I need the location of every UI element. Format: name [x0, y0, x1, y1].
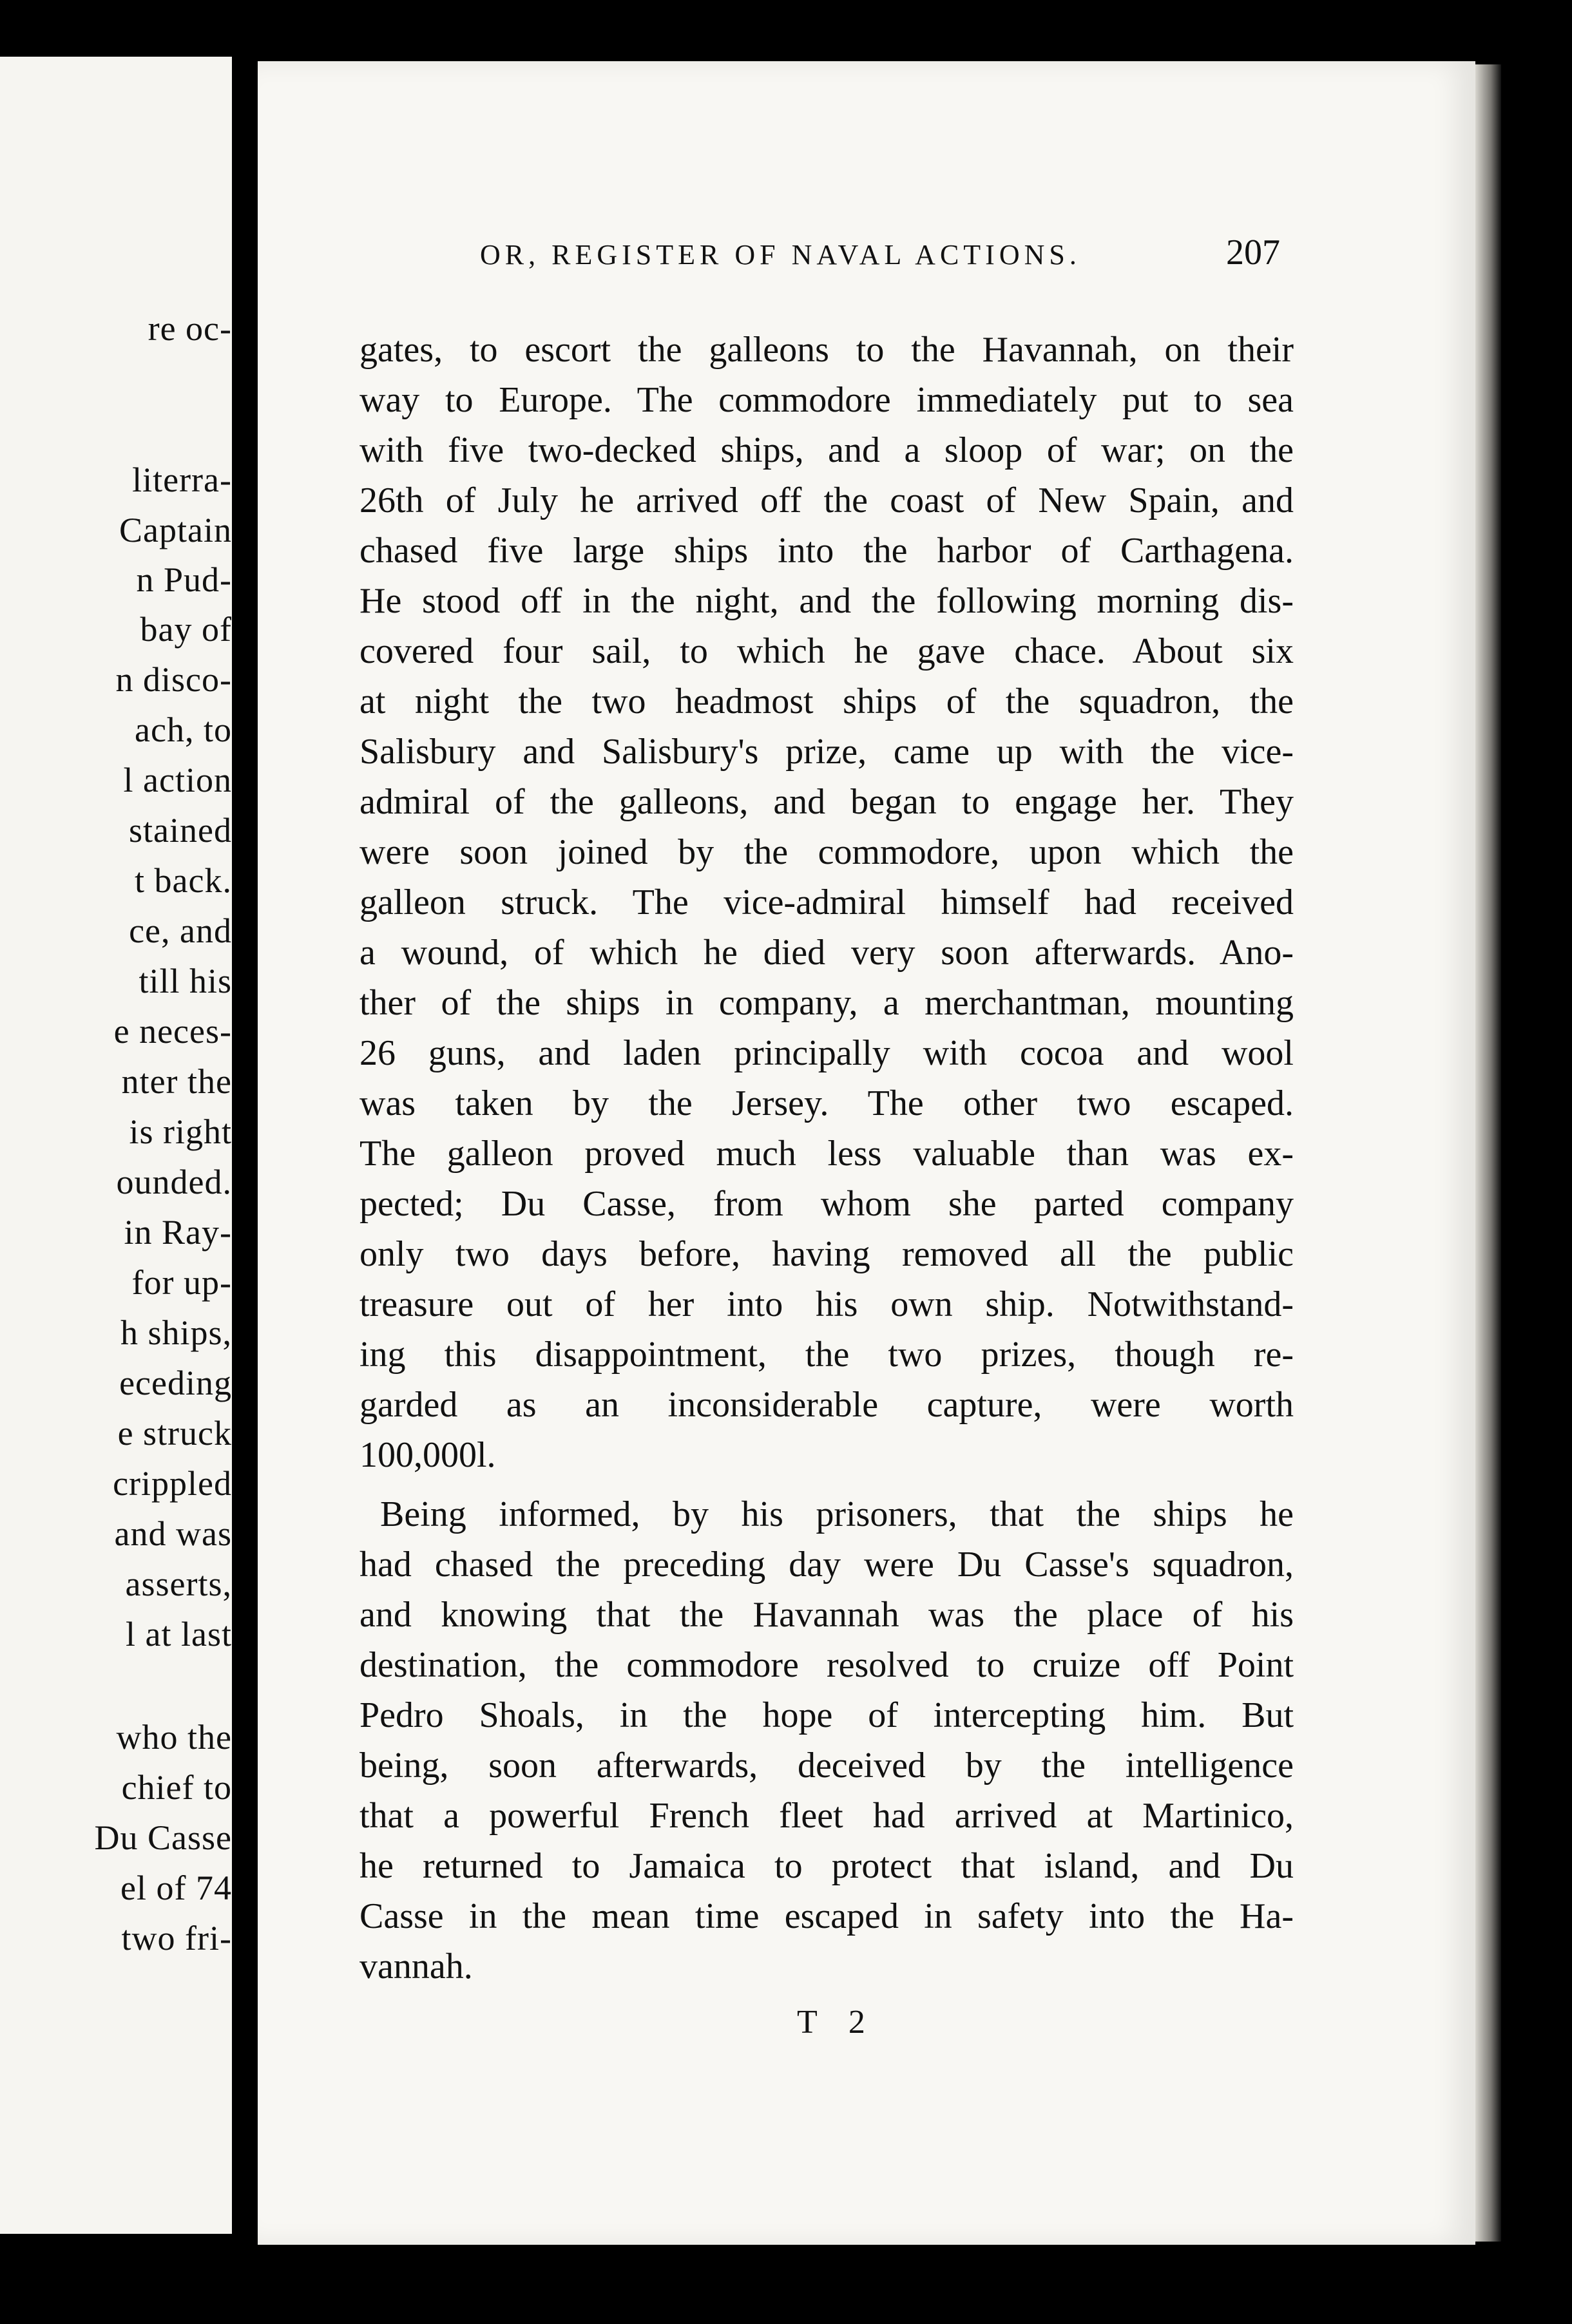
running-head: OR, REGISTER OF NAVAL ACTIONS.	[480, 239, 1081, 271]
body-line: admiral of the galleons, and began to engage her. They	[359, 782, 1294, 822]
body-line: had chased the preceding day were Du Casse's squadron,	[359, 1545, 1294, 1585]
body-line: galleon struck. The vice-admiral himself had received	[359, 882, 1294, 922]
body-line: gates, to escort the galleons to the Havannah, on their	[359, 330, 1294, 370]
left-page-line: ach, to	[135, 710, 232, 749]
body-line: covered four sail, to which he gave chace. About six	[359, 631, 1294, 671]
left-page-line: eceding	[119, 1364, 232, 1402]
left-page-line: h ships,	[120, 1313, 232, 1352]
left-page-line: stained	[129, 811, 232, 850]
body-line: chased five large ships into the harbor of Carthagena.	[359, 531, 1294, 571]
body-line: with five two-decked ships, and a sloop of war; on the	[359, 430, 1294, 470]
body-line: were soon joined by the commodore, upon which the	[359, 832, 1294, 872]
page-number: 207	[1226, 233, 1280, 272]
left-page-line: ce, and	[129, 911, 232, 950]
left-facing-page	[0, 57, 232, 2234]
body-line: at night the two headmost ships of the squadron, the	[359, 681, 1294, 721]
signature-mark: T 2	[797, 2004, 877, 2041]
left-page-line: and was	[114, 1514, 232, 1553]
left-page-line: chief to	[121, 1768, 232, 1807]
left-page-line: e neces-	[113, 1012, 232, 1051]
left-page-line: e struck	[117, 1414, 232, 1452]
body-line: Salisbury and Salisbury's prize, came up with the vice-	[359, 732, 1294, 772]
left-page-line: in Ray-	[124, 1213, 232, 1252]
left-page-line: for up-	[131, 1263, 232, 1302]
body-line: that a powerful French fleet had arrived at Martinico,	[359, 1796, 1294, 1836]
left-page-line: nter the	[121, 1062, 232, 1101]
page-gutter	[232, 0, 258, 2324]
body-line: vannah.	[359, 1947, 473, 1986]
left-page-line: bay of	[140, 610, 232, 649]
left-page-line: t back.	[135, 861, 232, 900]
body-line: a wound, of which he died very soon afterwards. Ano-	[359, 933, 1294, 973]
left-page-line: n Pud-	[136, 560, 232, 599]
body-line: Being informed, by his prisoners, that the ships he	[380, 1494, 1294, 1534]
left-page-line: el of 74	[120, 1869, 232, 1907]
left-page-line: is right	[129, 1112, 232, 1151]
left-page-line: asserts,	[125, 1565, 232, 1603]
left-page-line: ounded.	[116, 1163, 232, 1201]
left-page-line: l at last	[126, 1615, 232, 1653]
left-page-line: who the	[116, 1718, 232, 1757]
body-line: 26 guns, and laden principally with cocoa and wool	[359, 1033, 1294, 1073]
left-page-line: n disco-	[115, 660, 232, 699]
body-line: ther of the ships in company, a merchantman, mounting	[359, 983, 1294, 1023]
left-page-line: literra-	[132, 461, 232, 499]
left-page-line: re oc-	[148, 309, 232, 348]
left-page-line: till his	[139, 962, 232, 1000]
body-line: only two days before, having removed all the public	[359, 1234, 1294, 1274]
body-line: was taken by the Jersey. The other two escaped.	[359, 1083, 1294, 1123]
body-line: pected; Du Casse, from whom she parted company	[359, 1184, 1294, 1224]
left-page-line: two fri-	[121, 1919, 232, 1957]
left-page-line: Captain	[119, 511, 232, 549]
body-line: The galleon proved much less valuable than was ex-	[359, 1134, 1294, 1174]
body-line: He stood off in the night, and the following morning dis-	[359, 581, 1294, 621]
left-page-line: Du Casse	[94, 1818, 232, 1857]
body-line: Casse in the mean time escaped in safety into the Ha-	[359, 1896, 1294, 1936]
left-page-line: crippled	[113, 1464, 232, 1503]
body-line: 26th of July he arrived off the coast of New Spain, and	[359, 481, 1294, 520]
body-line: and knowing that the Havannah was the place of his	[359, 1595, 1294, 1635]
page-edge	[1475, 64, 1501, 2242]
body-line: Pedro Shoals, in the hope of intercepting him. But	[359, 1695, 1294, 1735]
body-line: ing this disappointment, the two prizes, though re-	[359, 1335, 1294, 1375]
body-line: garded as an inconsiderable capture, were worth	[359, 1385, 1294, 1425]
body-line: he returned to Jamaica to protect that island, and Du	[359, 1846, 1294, 1886]
body-line: destination, the commodore resolved to cruize off Point	[359, 1645, 1294, 1685]
left-page-line: l action	[123, 761, 232, 799]
body-line: being, soon afterwards, deceived by the intelligence	[359, 1746, 1294, 1786]
body-line: 100,000l.	[359, 1435, 496, 1475]
body-line: way to Europe. The commodore immediately put to sea	[359, 380, 1294, 420]
body-line: treasure out of her into his own ship. Notwithstand-	[359, 1284, 1294, 1324]
